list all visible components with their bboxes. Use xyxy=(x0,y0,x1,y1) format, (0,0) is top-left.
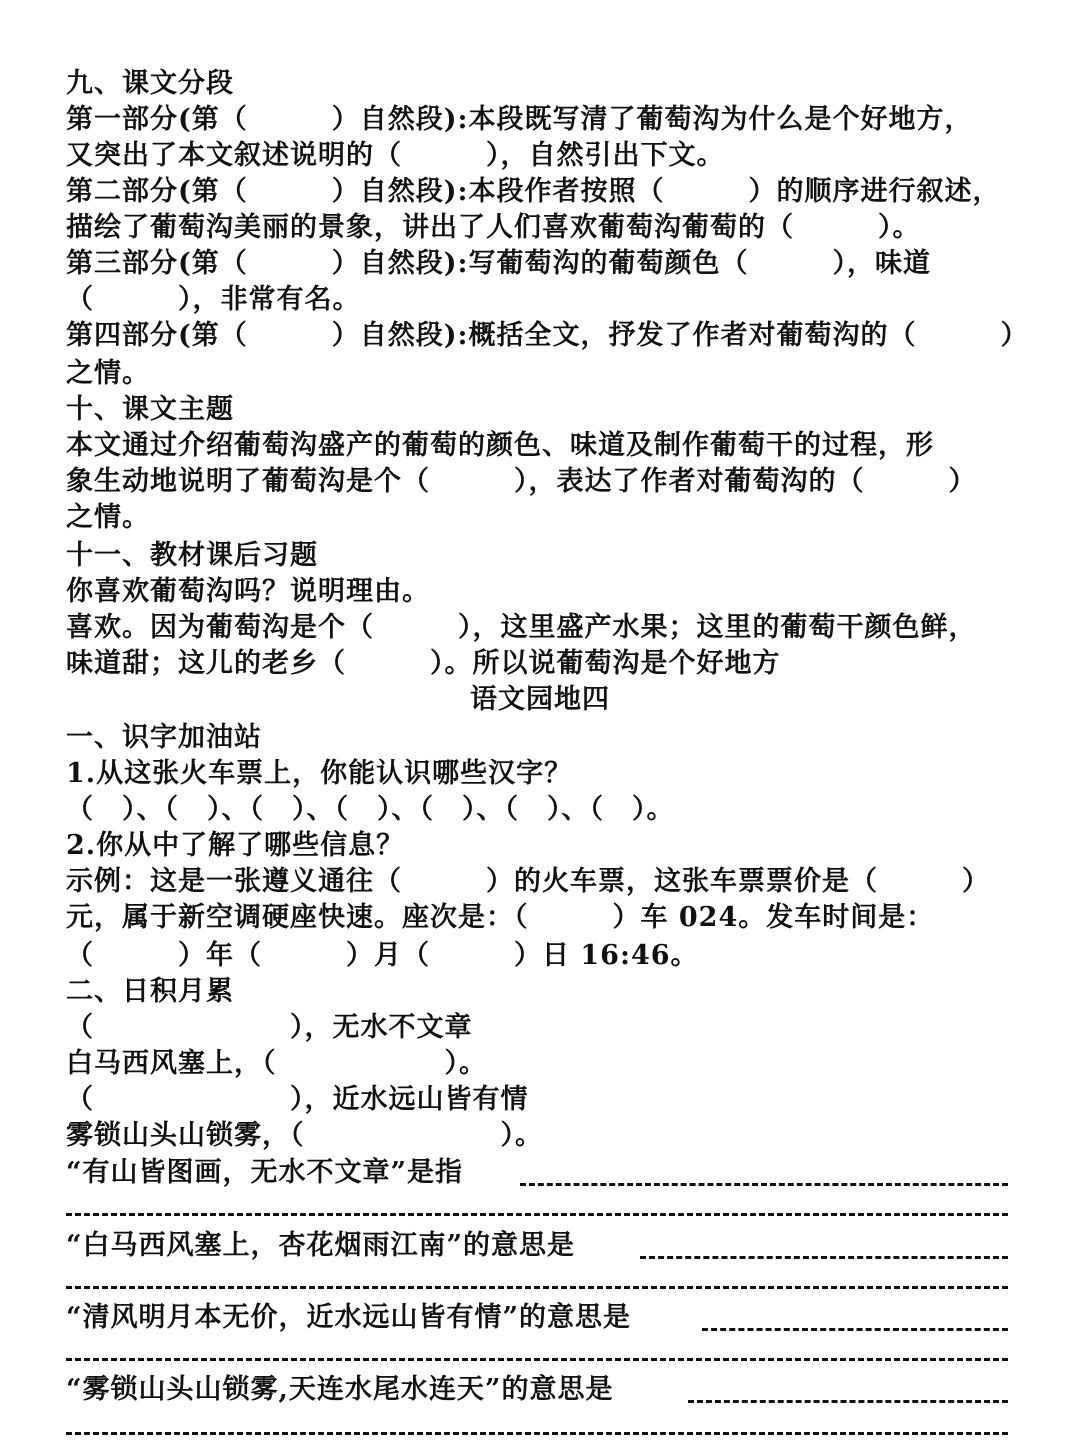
text-line: 1.从这张火车票上，你能认识哪些汉字？ xyxy=(66,758,573,789)
answer-line xyxy=(640,1256,1008,1259)
text-line: （ ）年（ ）月（ ）日 16:46。 xyxy=(66,940,699,971)
question-line: “有山皆图画，无水不文章”是指 xyxy=(66,1157,464,1188)
text-line: 本文通过介绍葡萄沟盛产的葡萄的颜色、味道及制作葡萄干的过程，形 xyxy=(66,430,934,461)
text-line: 之情。 xyxy=(66,502,150,533)
answer-line xyxy=(520,1183,1008,1186)
unit-title: 语文园地四 xyxy=(470,684,610,715)
section-heading-10: 十、课文主题 xyxy=(66,394,234,425)
text-line: （ ），非常有名。 xyxy=(66,284,361,315)
text-line: 描绘了葡萄沟美丽的景象，讲出了人们喜欢葡萄沟葡萄的（ ）。 xyxy=(66,212,921,243)
text-line: 示例：这是一张遵义通往（ ）的火车票，这张车票票价是（ ） xyxy=(66,866,990,897)
answer-line xyxy=(66,1286,1008,1289)
text-line: 2.你从中了解了哪些信息？ xyxy=(66,830,405,861)
text-line: 第三部分(第（ ）自然段):写葡萄沟的葡萄颜色（ ），味道 xyxy=(66,248,932,279)
text-line: （ ），无水不文章 xyxy=(66,1012,473,1043)
text-line: 喜欢。因为葡萄沟是个（ ），这里盛产水果；这里的葡萄干颜色鲜， xyxy=(66,612,977,643)
text-line: 之情。 xyxy=(66,358,150,389)
section-heading-2: 二、日积月累 xyxy=(66,976,234,1007)
text-line: 元，属于新空调硬座快速。座次是：（ ）车 024。发车时间是： xyxy=(66,902,935,933)
text-line: 雾锁山头山锁雾，（ ）。 xyxy=(66,1120,543,1151)
question-line: “白马西风塞上，杏花烟雨江南”的意思是 xyxy=(66,1230,576,1261)
answer-line xyxy=(66,1358,1008,1361)
text-line: （ ）、（ ）、（ ）、（ ）、（ ）、（ ）、（ ）。 xyxy=(66,794,675,825)
text-line: 第四部分(第（ ）自然段):概括全文，抒发了作者对葡萄沟的（ ） xyxy=(66,320,1029,351)
text-line: 第一部分(第（ ）自然段):本段既写清了葡萄沟为什么是个好地方， xyxy=(66,104,973,135)
text-line: 第二部分(第（ ）自然段):本段作者按照（ ）的顺序进行叙述， xyxy=(66,176,1001,207)
text-line: 味道甜；这儿的老乡（ ）。所以说葡萄沟是个好地方 xyxy=(66,648,781,679)
text-line: 又突出了本文叙述说明的（ ），自然引出下文。 xyxy=(66,140,725,171)
answer-line xyxy=(66,1213,1008,1216)
answer-line xyxy=(66,1432,1008,1435)
section-heading-9: 九、课文分段 xyxy=(66,68,234,99)
section-heading-11: 十一、教材课后习题 xyxy=(66,540,318,571)
text-line: （ ），近水远山皆有情 xyxy=(66,1084,529,1115)
answer-line xyxy=(702,1328,1008,1331)
text-line: 你喜欢葡萄沟吗？说明理由。 xyxy=(66,576,430,607)
text-line: 象生动地说明了葡萄沟是个（ ），表达了作者对葡萄沟的（ ） xyxy=(66,466,977,497)
question-line: “清风明月本无价，近水远山皆有情”的意思是 xyxy=(66,1302,632,1333)
question-line: “雾锁山头山锁雾,天连水尾水连天”的意思是 xyxy=(66,1374,614,1405)
section-heading-1: 一、识字加油站 xyxy=(66,722,262,753)
answer-line xyxy=(688,1400,1008,1403)
text-line: 白马西风塞上，（ ）。 xyxy=(66,1048,487,1079)
